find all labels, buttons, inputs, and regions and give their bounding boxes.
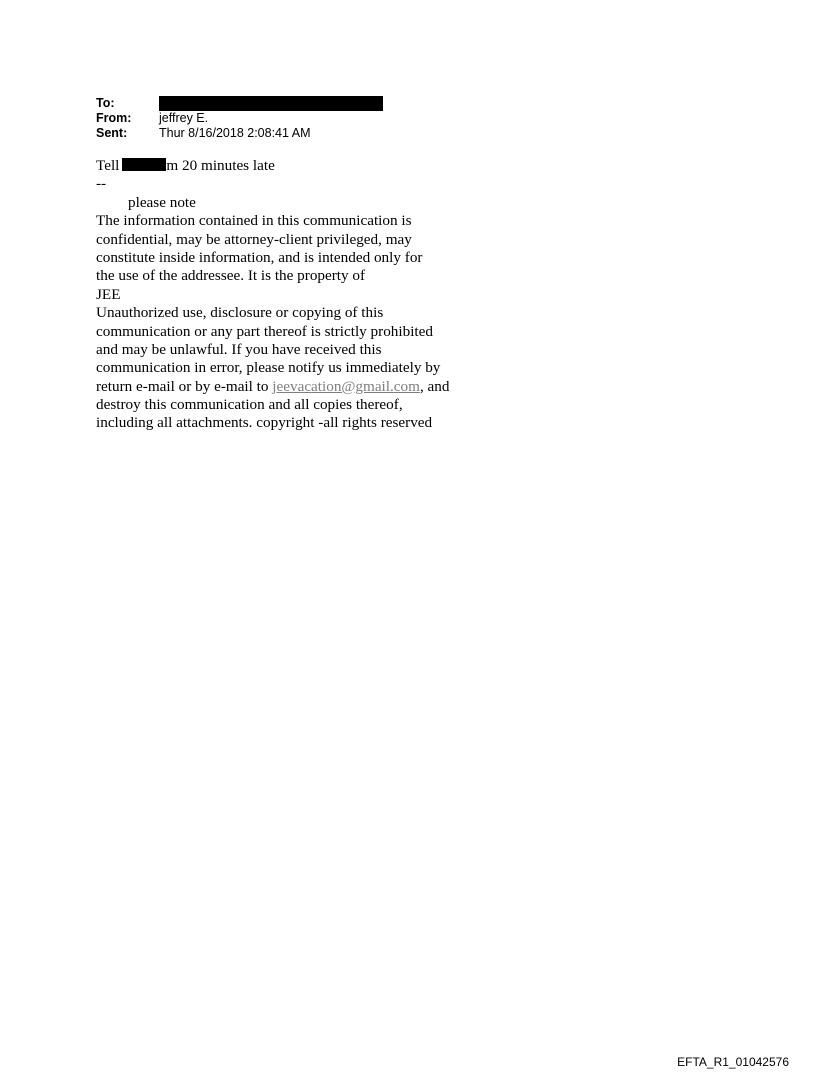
to-redaction [159, 96, 383, 111]
disclaimer-line: JEE [96, 285, 121, 303]
email-link[interactable]: jeevacation@gmail.com [272, 377, 420, 395]
sent-label: Sent: [96, 126, 128, 140]
disclaimer-line: The information contained in this communication is [96, 212, 412, 230]
from-value: jeffrey E. [159, 111, 209, 125]
disclaimer-line: the use of the addressee. It is the property of [96, 267, 366, 285]
disclaimer-line: communication or any part thereof is strictly prohibited [96, 322, 433, 340]
email-header [96, 96, 383, 141]
disclaimer-line: destroy this communication and all copies thereof, [96, 396, 403, 414]
message-line [96, 157, 476, 175]
to-label: To: [96, 96, 115, 110]
document-id: EFTA_R1_01042576 [677, 1055, 789, 1069]
disclaimer-line: and may be unlawful. If you have received this [96, 340, 382, 358]
name-redaction [122, 158, 166, 171]
tell-prefix: Tell [96, 157, 120, 174]
disclaimer-line: Unauthorized use, disclosure or copying of this [96, 304, 384, 322]
disclaimer-line: confidential, may be attorney-client privileged, may [96, 230, 412, 248]
to-row [96, 96, 383, 111]
return-prefix: return e-mail or by e-mail to [96, 377, 273, 395]
disclaimer-line: including all attachments. copyright -all rights reserved [96, 414, 433, 432]
disclaimer-line: constitute inside information, and is intended only for [96, 248, 423, 266]
please-note-line: please note [128, 193, 196, 211]
tell-suffix: m 20 minutes late [166, 157, 275, 174]
email-body [96, 157, 476, 433]
return-suffix: , and [419, 377, 450, 395]
return-email-line [96, 378, 476, 396]
sent-row [96, 126, 383, 141]
from-row [96, 111, 383, 126]
from-label: From: [96, 111, 132, 125]
disclaimer-line: communication in error, please notify us immediately by [96, 359, 441, 377]
separator-line: -- [96, 175, 107, 193]
sent-value: Thur 8/16/2018 2:08:41 AM [159, 126, 311, 140]
